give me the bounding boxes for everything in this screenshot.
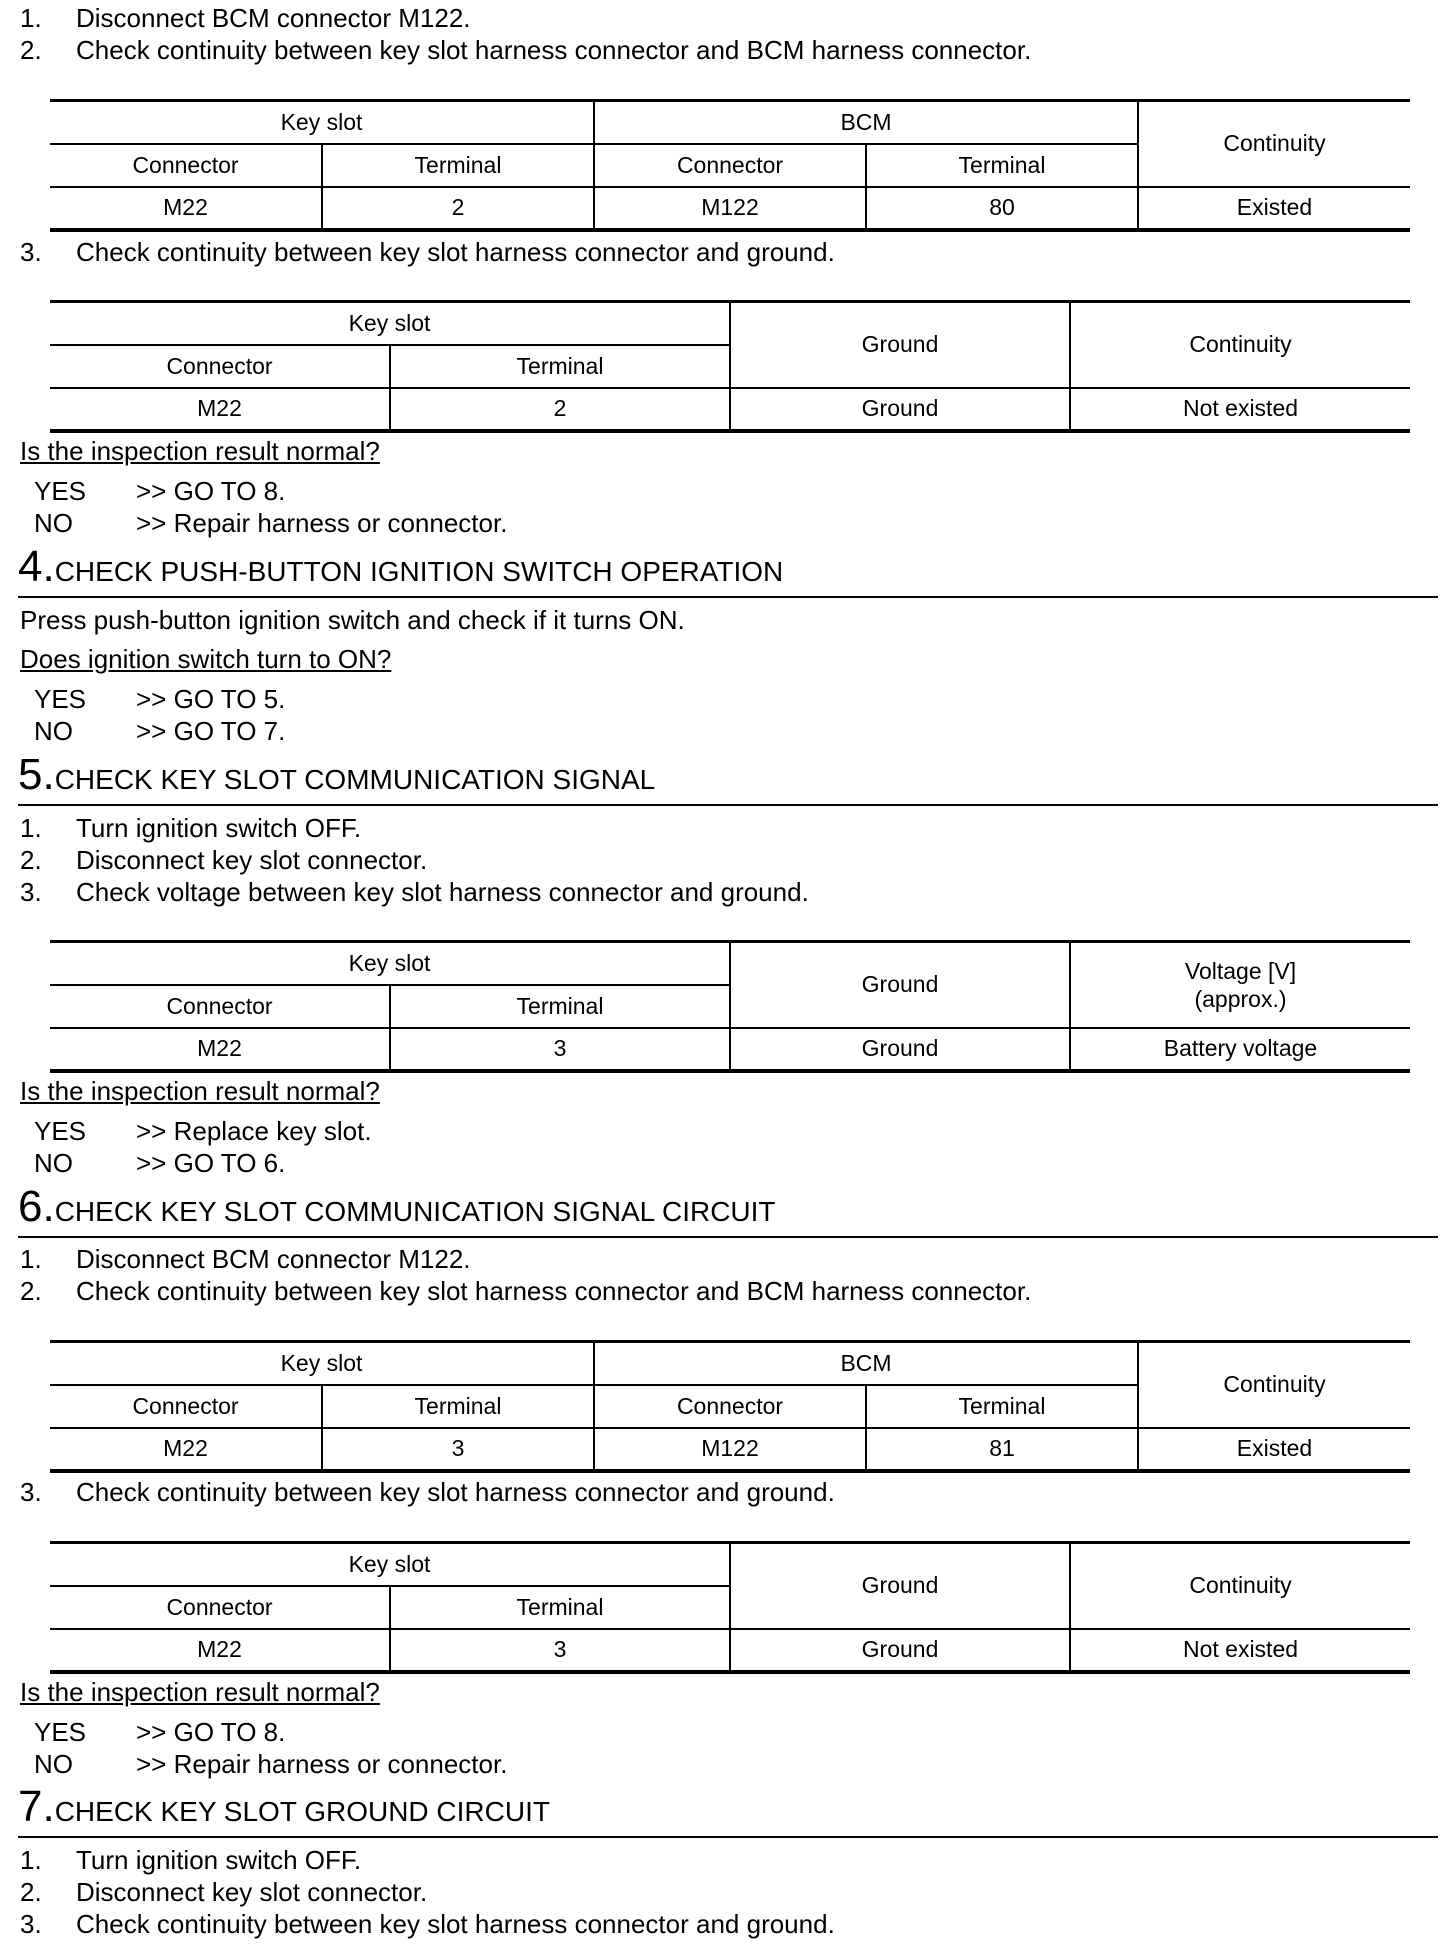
cell-terminal: 80 [866,187,1138,230]
header-continuity: Continuity [1138,1342,1410,1428]
header-continuity: Continuity [1138,101,1410,187]
step-number: 1. [20,3,42,33]
answer-label: NO [34,716,73,746]
step-text: Disconnect key slot connector. [76,1877,428,1907]
cell-terminal: 81 [866,1428,1138,1471]
answer-label: YES [34,476,87,506]
ground-continuity-table [50,300,1410,433]
header-ground: Ground [730,942,1070,1028]
step-number: 3. [20,1477,42,1507]
answer-no [34,1147,285,1179]
step-text: Turn ignition switch OFF. [76,1845,362,1875]
step-item [20,812,361,844]
header-voltage [1070,942,1410,1028]
section-title: CHECK KEY SLOT COMMUNICATION SIGNAL [54,764,656,795]
header-connector: Connector [50,345,390,388]
header-connector: Connector [50,1385,322,1428]
bcm-continuity-table [50,1340,1410,1473]
step-number: 3. [20,1909,42,1939]
header-connector: Connector [50,985,390,1028]
answer-yes [34,1716,285,1748]
section-heading [18,542,1438,598]
section-number: 6. [18,1182,55,1231]
answer-text: >> Replace key slot. [136,1116,372,1146]
inspection-question: Is the inspection result normal? [20,1677,380,1707]
header-terminal: Terminal [866,1385,1138,1428]
step-number: 2. [20,35,42,65]
section-title: CHECK KEY SLOT COMMUNICATION SIGNAL CIRCUIT [54,1196,776,1227]
cell-connector: M22 [50,187,322,230]
step-item [20,1476,835,1508]
header-voltage-line1: Voltage [V] [1184,957,1297,984]
table-row [50,1629,1410,1672]
header-ground: Ground [730,302,1070,388]
header-ground: Ground [730,1543,1070,1629]
section-number: 7. [18,1782,55,1831]
cell-terminal: 3 [322,1428,594,1471]
header-key-slot: Key slot [50,1543,730,1586]
header-key-slot: Key slot [50,302,730,345]
step-text: Check continuity between key slot harness connector and ground. [76,237,835,267]
ground-continuity-table [50,1541,1410,1674]
voltage-table [50,940,1410,1073]
header-continuity: Continuity [1070,1543,1410,1629]
section-heading [18,750,1438,806]
section-heading [18,1182,1438,1238]
answer-label: NO [34,1148,73,1178]
step-text: Check continuity between key slot harness connector and ground. [76,1477,835,1507]
step-item [20,236,835,268]
header-voltage-line2: (approx.) [1194,985,1287,1012]
header-connector: Connector [594,144,866,187]
header-key-slot: Key slot [50,1342,594,1385]
answer-text: >> GO TO 7. [136,716,286,746]
bcm-continuity-table [50,99,1410,232]
step-number: 1. [20,1845,42,1875]
answer-text: >> GO TO 6. [136,1148,286,1178]
header-bcm: BCM [594,1342,1138,1385]
step-item [20,34,1031,66]
cell-continuity: Existed [1138,187,1410,230]
step-item [20,1275,1031,1307]
inspection-question: Does ignition switch turn to ON? [20,644,392,674]
step-text: Check continuity between key slot harness connector and BCM harness connector. [76,35,1032,65]
step-item [20,1243,471,1275]
cell-ground: Ground [730,1028,1070,1071]
step-number: 2. [20,1276,42,1306]
cell-terminal: 2 [390,388,730,431]
table-row [50,1428,1410,1471]
step-item [20,1876,427,1908]
step-item [20,1844,361,1876]
answer-yes [34,683,285,715]
answer-label: NO [34,508,73,538]
step-item [20,876,809,908]
step-number: 2. [20,1877,42,1907]
answer-label: NO [34,1749,73,1779]
answer-label: YES [34,1116,87,1146]
cell-continuity: Existed [1138,1428,1410,1471]
header-terminal: Terminal [322,1385,594,1428]
answer-label: YES [34,684,87,714]
header-terminal: Terminal [390,345,730,388]
cell-continuity: Not existed [1070,1629,1410,1672]
header-connector: Connector [50,144,322,187]
cell-terminal: 3 [390,1629,730,1672]
section-number: 4. [18,542,55,591]
header-key-slot: Key slot [50,101,594,144]
answer-yes [34,1115,372,1147]
cell-voltage: Battery voltage [1070,1028,1410,1071]
step-text: Check voltage between key slot harness connector and ground. [76,877,809,907]
answer-label: YES [34,1717,87,1747]
step-text: Disconnect BCM connector M122. [76,1244,471,1274]
answer-text: >> Repair harness or connector. [136,1749,508,1779]
step-text: Disconnect BCM connector M122. [76,3,471,33]
cell-terminal: 3 [390,1028,730,1071]
step-number: 3. [20,237,42,267]
answer-no [34,715,285,747]
answer-text: >> GO TO 8. [136,476,286,506]
step-text: Turn ignition switch OFF. [76,813,362,843]
cell-connector: M22 [50,1428,322,1471]
step-number: 1. [20,813,42,843]
step-text: Disconnect key slot connector. [76,845,428,875]
cell-terminal: 2 [322,187,594,230]
cell-connector: M22 [50,388,390,431]
answer-text: >> GO TO 5. [136,684,286,714]
table-row [50,187,1410,230]
header-connector: Connector [50,1586,390,1629]
cell-continuity: Not existed [1070,388,1410,431]
answer-text: >> Repair harness or connector. [136,508,508,538]
answer-text: >> GO TO 8. [136,1717,286,1747]
header-terminal: Terminal [390,1586,730,1629]
step-text: Check continuity between key slot harness connector and BCM harness connector. [76,1276,1032,1306]
header-terminal: Terminal [390,985,730,1028]
step-number: 1. [20,1244,42,1274]
answer-yes [34,475,285,507]
cell-connector: M122 [594,1428,866,1471]
section-heading [18,1782,1438,1838]
instruction-text: Press push-button ignition switch and check if it turns ON. [20,605,685,635]
step-number: 3. [20,877,42,907]
step-number: 2. [20,845,42,875]
header-key-slot: Key slot [50,942,730,985]
step-item [20,844,427,876]
section-number: 5. [18,750,55,799]
header-terminal: Terminal [866,144,1138,187]
inspection-question: Is the inspection result normal? [20,1076,380,1106]
inspection-question: Is the inspection result normal? [20,436,380,466]
cell-ground: Ground [730,388,1070,431]
section-title: CHECK KEY SLOT GROUND CIRCUIT [54,1796,550,1827]
header-terminal: Terminal [322,144,594,187]
step-item [20,2,471,34]
header-bcm: BCM [594,101,1138,144]
cell-ground: Ground [730,1629,1070,1672]
cell-connector: M22 [50,1629,390,1672]
cell-connector: M22 [50,1028,390,1071]
answer-no [34,507,507,539]
answer-no [34,1748,507,1780]
step-text: Check continuity between key slot harness connector and ground. [76,1909,835,1939]
header-continuity: Continuity [1070,302,1410,388]
header-connector: Connector [594,1385,866,1428]
step-item [20,1908,835,1940]
cell-connector: M122 [594,187,866,230]
table-row [50,1028,1410,1071]
table-row [50,388,1410,431]
section-title: CHECK PUSH-BUTTON IGNITION SWITCH OPERATION [54,556,784,587]
